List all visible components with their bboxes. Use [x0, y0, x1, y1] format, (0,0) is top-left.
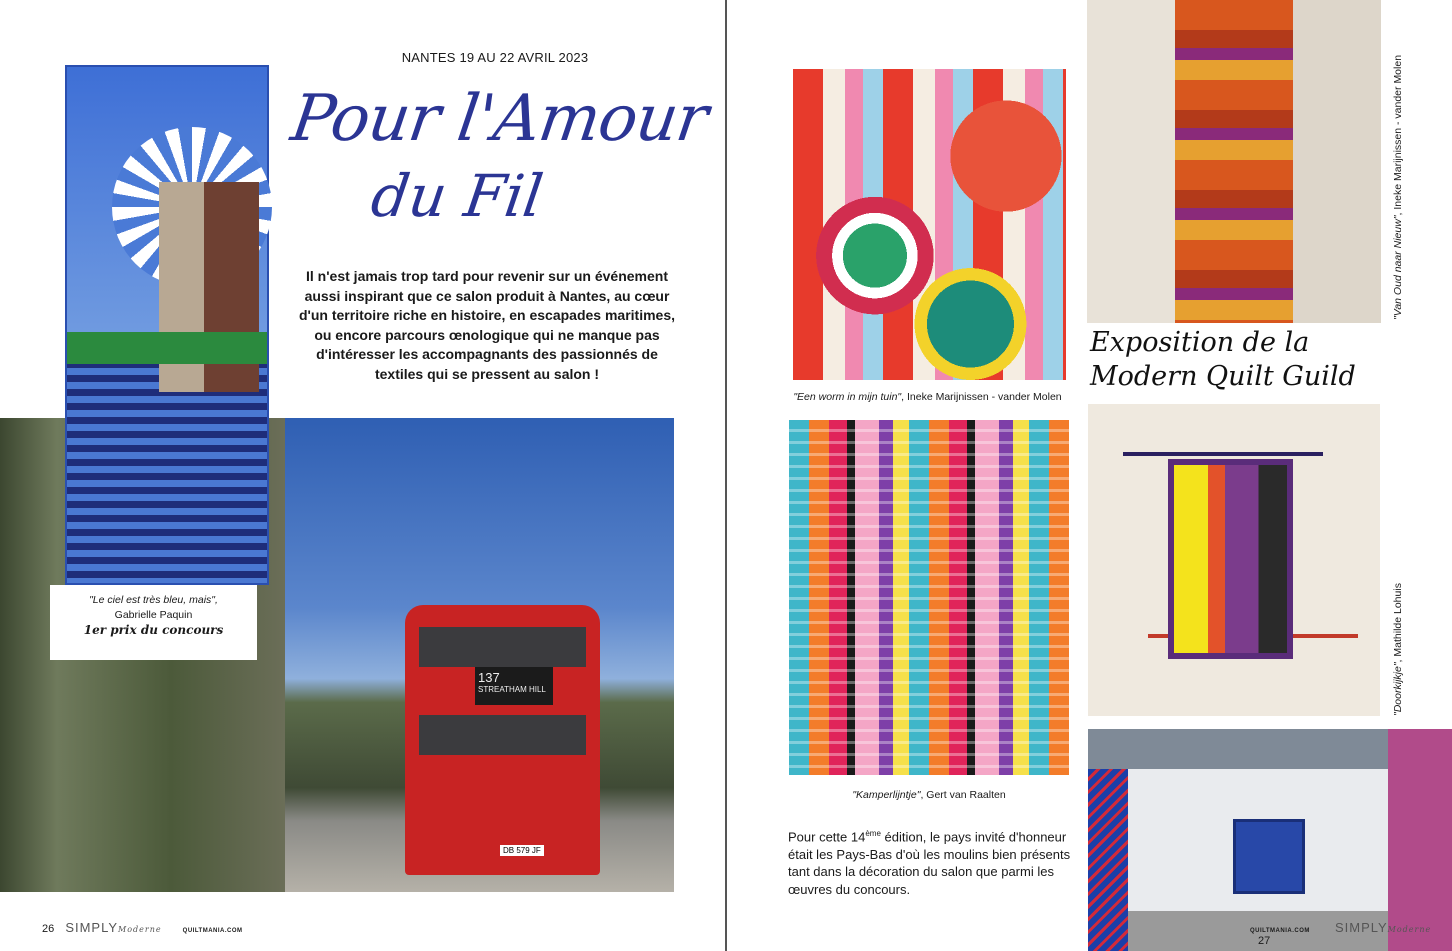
site-url: QUILTMANIA.COM [1250, 928, 1310, 934]
caption-doork: "Doorkijkje", Mathilde Lohuis [1392, 583, 1404, 716]
page-gutter [725, 0, 727, 951]
caption-title: "Le ciel est très bleu, mais", [89, 594, 218, 606]
footer-left [42, 920, 243, 935]
intro-paragraph: Il n'est jamais trop tard pour revenir sur un événement aussi inspirant que ce salon produit à Nantes, au cœur d'un territoire riche en histoire, en escapades maritimes, ou encore parcours œnologique qui ne manque pas d'intéresser les accompagnants des passionnés de textiles qui se pressent au salon ! [298, 268, 676, 382]
quilt-le-ciel-image [65, 65, 269, 585]
page-number: 27 [1258, 935, 1271, 947]
site-url: QUILTMANIA.COM [182, 928, 243, 934]
event-kicker: NANTES 19 AU 22 AVRIL 2023 [401, 50, 589, 65]
exhibition-photo [1088, 729, 1452, 951]
body-paragraph: Pour cette 14ème édition, le pays invité d'honneur était les Pays-Bas d'où les moulins bien présents tant dans la décoration du salon que parmi les œuvres du concours. [788, 829, 1071, 897]
red-bus [405, 605, 600, 875]
caption-author: Gabrielle Paquin [114, 609, 193, 621]
quilt-caption-box [50, 585, 257, 660]
caption-oud: "Van Oud naar Nieuw", Ineke Marijnissen - vander Molen [1392, 54, 1404, 320]
quilt-doorkijkje-image [1088, 404, 1380, 716]
caption-award: 1er prix du concours [83, 623, 224, 637]
section-heading: Exposition de la Modern Quilt Guild [1090, 327, 1356, 392]
page-number: 26 [42, 923, 55, 935]
quilt-worm-image [793, 69, 1066, 380]
brand-logo: SIMPLYModerne [65, 920, 162, 935]
quilt-kamperlijntje-image [789, 420, 1069, 775]
footer-right [1250, 920, 1452, 947]
caption-kamper: "Kamperlijntje", Gert van Raalten [852, 789, 1006, 801]
bus-plate: DB 579 JF [500, 845, 544, 856]
bus-destination-sign: 137 STREATHAM HILL [475, 667, 553, 705]
caption-worm: "Een worm in mijn tuin", Ineke Marijnissen - vander Molen [793, 391, 1062, 403]
article-title: Pour l'Amour du Fil [286, 82, 712, 230]
brand-logo: SIMPLYModerne [1334, 920, 1432, 935]
quilt-van-oud-image [1087, 0, 1381, 323]
